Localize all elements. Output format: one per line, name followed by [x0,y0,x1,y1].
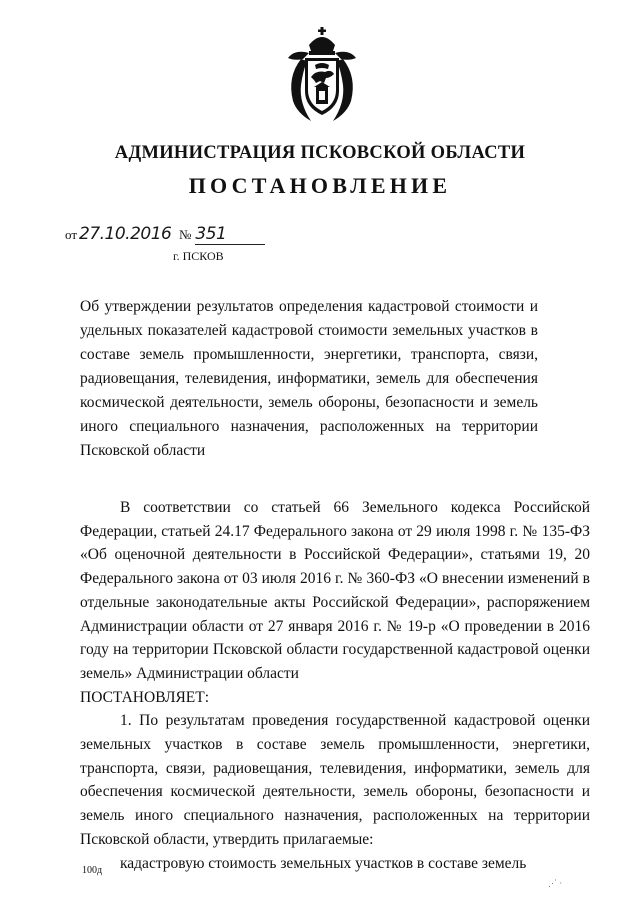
organization-name: АДМИНИСТРАЦИЯ ПСКОВСКОЙ ОБЛАСТИ [114,143,526,163]
document-title: Об утверждении результатов определения кадастровой стоимости и удельных показателей кадастровой стоимости земельных участков в составе земель промышленности, энергетики, транспорта, связи, радиовещания, телевидения, информатики, земель для обеспечения космической деятельности, земель обороны, безопасности и земель иного специального назначения, расположенных на территории Псковской области [80,298,538,459]
item-1-paragraph: 1. По результатам проведения государственной кадастровой оценки земельных участков в составе земель промышленности, энергетики, транспорта, связи, радиовещания, телевидения, информатики, земель для обеспечения космической деятельности, земель обороны, безопасности и земель иного специального назначения, расположенных на территории Псковской области, утвердить прилагаемые: [80,712,590,848]
number-value: 351 [195,224,265,245]
scan-artifact: ⋰ · [548,878,563,888]
item-1-sub-paragraph: кадастровую стоимость земельных участков в составе земель [120,854,527,872]
preamble-paragraph: В соответствии со статьей 66 Земельного кодекса Российской Федерации, статьей 24.17 Федерального закона от 29 июля 1998 г. № 135-ФЗ «Об оценочной деятельности в Российской Федерации», статьями 19, 20 Федерального закона от 03 июля 2016 г. № 360-ФЗ «О внесении изменений в отдельные законодательные акты Российской Федерации», распоряжением Администрации области от 27 января 2016 г. № 19-р «О проведении в 2016 году на территории Псковской области государственной кадастровой оценки земель» Администрации области [80,499,590,682]
date-prefix: от [65,227,78,242]
footer-code: 100д [82,865,103,876]
resolves-heading: ПОСТАНОВЛЯЕТ: [80,688,210,706]
city-label: г. ПСКОВ [173,249,224,263]
date-number-line [65,224,265,245]
document-body [80,496,590,875]
coat-of-arms-icon [285,25,359,125]
date-value: 27.10.2016 [79,224,172,244]
document-type: ПОСТАНОВЛЕНИЕ [188,173,452,198]
number-prefix: № [179,227,192,242]
